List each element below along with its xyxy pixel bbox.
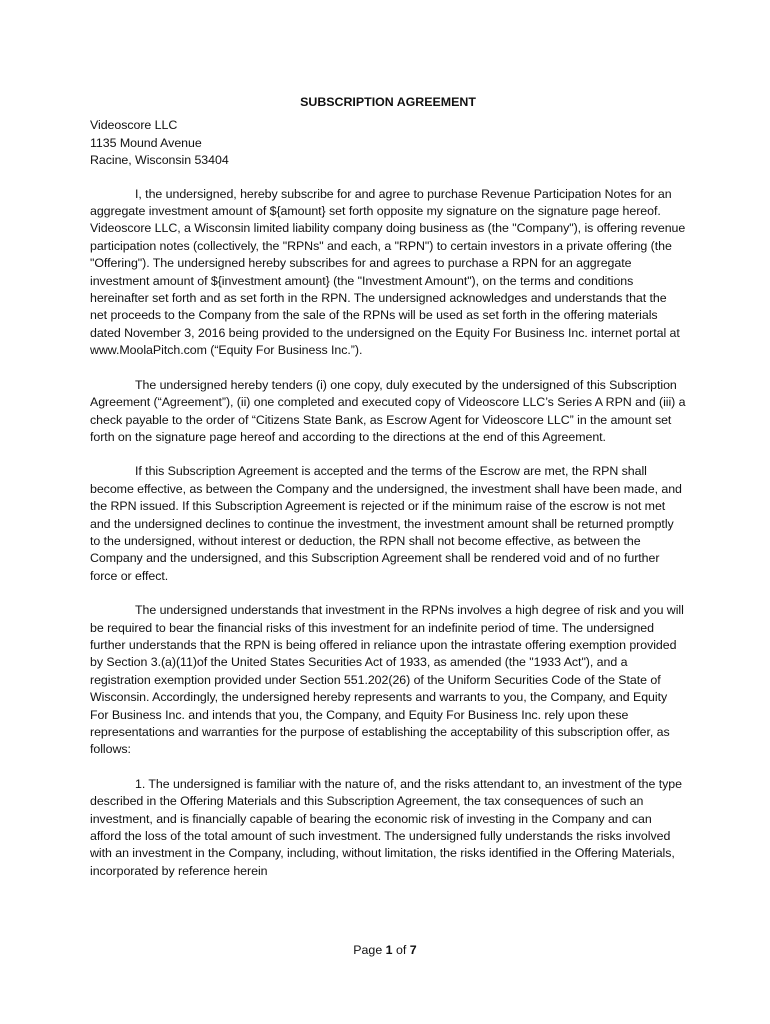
paragraph-subscription-terms: I, the undersigned, hereby subscribe for and agree to purchase Revenue Participation Notes for an aggregate investment amount of ${amount} set forth opposite my signature on the signature page hereof. Videoscore LLC, a Wisconsin limited liability company doing business as (the "Company"), is offering revenue participation notes (collectively, the "RPNs" and each, a "RPN") to certain investors in a private offering (the "Offering"). The undersigned hereby subscribes for and agrees to purchase a RPN for an aggregate investment amount of ${investment amount} (the "Investment Amount"), on the terms and conditions hereinafter set forth and as set forth in the RPN. The undersigned acknowledges and understands that the net proceeds to the Company from the sale of the RPNs will be used as set forth in the offering materials dated November 3, 2016 being provided to the undersigned on the Equity For Business Inc. internet portal at www.MoolaPitch.com (“Equity For Business Inc.”). bbox=[90, 186, 686, 358]
document-title: SUBSCRIPTION AGREEMENT bbox=[300, 95, 476, 109]
page-number-prefix: Page bbox=[353, 943, 386, 957]
page-number-of: of bbox=[392, 943, 410, 957]
page-number bbox=[0, 943, 770, 957]
address-line-company: Videoscore LLC bbox=[90, 118, 178, 133]
address-line-street: 1135 Mound Avenue bbox=[90, 135, 202, 150]
page-number-current: 1 bbox=[385, 943, 393, 957]
page-number-total: 7 bbox=[409, 943, 417, 957]
paragraph-tender: The undersigned hereby tenders (i) one copy, duly executed by the undersigned of this Subscription Agreement (“Agreement”), (ii) one completed and executed copy of Videoscore LLC’s Series A RPN and (iii) a check payable to the order of “Citizens State Bank, as Escrow Agent for Videoscore LLC” in the amount set forth on the signature page hereof and according to the directions at the end of this Agreement. bbox=[90, 377, 686, 444]
paragraph-escrow: If this Subscription Agreement is accepted and the terms of the Escrow are met, the RPN shall become effective, as between the Company and the undersigned, the investment shall have been made, and the RPN issued. If this Subscription Agreement is rejected or if the minimum raise of the escrow is not met and the undersigned declines to continue the investment, the investment amount shall be returned promptly to the undersigned, without interest or deduction, the RPN shall not become effective, as between the Company and the undersigned, and this Subscription Agreement shall be rendered void and of no further force or effect. bbox=[90, 464, 682, 583]
paragraph-risk-representations: The undersigned understands that investment in the RPNs involves a high degree of risk and you will be required to bear the financial risks of this investment for an indefinite period of time. The undersigned further understands that the RPN is being offered in reliance upon the intrastate offering exemption provided by Section 3.(a)(11)of the United States Securities Act of 1933, as amended (the "1933 Act"), and a registration exemption provided under Section 551.202(26) of the Uniform Securities Code of the State of Wisconsin. Accordingly, the undersigned hereby represents and warrants to you, the Company, and Equity For Business Inc. and intends that you, the Company, and Equity For Business Inc. rely upon these representations and warranties for the purpose of establishing the acceptability of this subscription offer, as follows: bbox=[90, 603, 684, 757]
address-line-city: Racine, Wisconsin 53404 bbox=[90, 153, 229, 168]
paragraph-representation-1: 1. The undersigned is familiar with the nature of, and the risks attendant to, an investment of the type described in the Offering Materials and this Subscription Agreement, the tax consequences of such an investment, and is financially capable of bearing the economic risk of investing in the Company and can afford the loss of the total amount of such investment. The undersigned fully understands the risks involved with an investment in the Company, including, without limitation, the risks identified in the Offering Materials, incorporated by reference herein bbox=[90, 776, 682, 878]
recipient-address bbox=[90, 117, 686, 169]
document-body bbox=[90, 94, 686, 897]
